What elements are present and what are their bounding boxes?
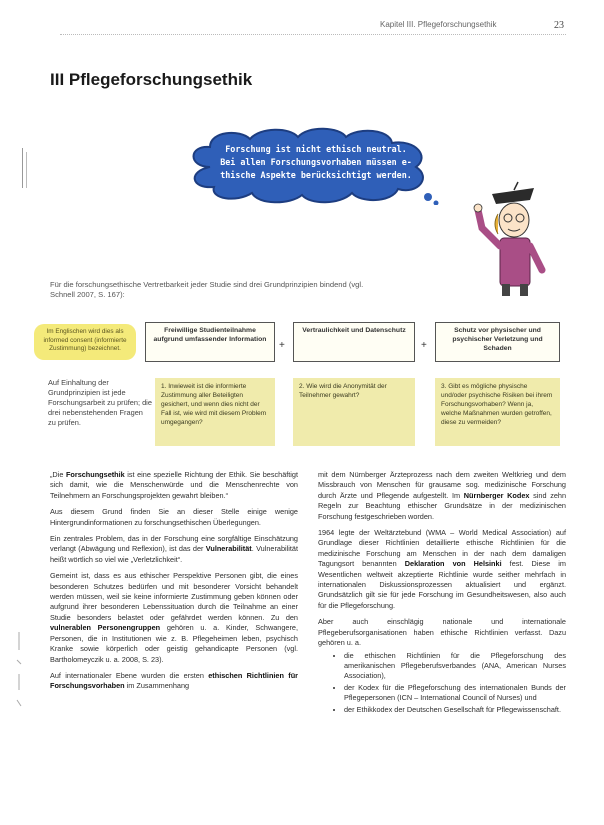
cloud-line: thische Aspekte berücksichtigt werden. bbox=[220, 170, 412, 180]
guidelines-list bbox=[318, 651, 566, 715]
running-head: Kapitel III. Pflegeforschungsethik bbox=[380, 20, 497, 29]
list-item: • der Kodex für die Pflegeforschung des internationalen Bunds der Pflegepersonen (ICN – International Council of Nurses) und bbox=[344, 683, 566, 704]
right-column bbox=[318, 470, 566, 716]
margin-callout: Im Englischen wird dies als informed consent (informierte Zustimmung) bezeichnet. bbox=[34, 324, 136, 360]
intro-text: Für die forschungsethische Vertretbarkeit jeder Studie sind drei Grundprinzipien bindend (vgl. Schnell 2007, S. 167): bbox=[50, 280, 364, 299]
paragraph: Auf internationaler Ebene wurden die ersten ethischen Richtlinien für Forschungsvorhaben im Zusammenhang bbox=[50, 670, 298, 691]
paragraph: 1964 legte der Weltärztebund (WMA – World Medical Association) auf Grundlage dieser Richtlinien detaillierte ethische Richtlinien für die medizinische Forschung am Menschen in der nach dem damaligen Tagungsort benannten Deklaration von Helsinki fest. Diese im Wesentlichen weltweit akzeptierte Richtlinie wurde seither mehrfach in internationalen Diskussionsprozessen aktualisiert und ergänzt. Grundsätzlich gilt sie für jede Forschung im Gesundheitswesen, also auch für die Pflegeforschung. bbox=[318, 528, 566, 610]
principle-box: Freiwillige Studienteilnahme aufgrund umfassender Information bbox=[145, 322, 275, 362]
cloud-line: Forschung ist nicht ethisch neutral. bbox=[225, 144, 407, 154]
cloud-line: Bei allen Forschungsvorhaben müssen e- bbox=[220, 157, 412, 167]
margin-bar bbox=[26, 152, 27, 188]
question-box: 3. Gibt es mögliche physische und/oder psychische Risiken bei ihrem Forschungsvorhaben? Wenn ja, welche Maßnahmen wurden getroffen, diese zu vermeiden? bbox=[435, 378, 560, 446]
plus-sign: + bbox=[421, 340, 427, 351]
margin-bar bbox=[22, 148, 23, 188]
margin-mark bbox=[14, 630, 24, 710]
paragraph: Gemeint ist, dass es aus ethischer Perspektive Personen gibt, die eines besonderen Schutzes bedürfen und mit besonderer Vorsicht behandelt werden müssen, weil sie keine informierte Zustimmung geben können oder aufgrund ihrer besonderen Lebenssituation durch die Teilnahme an einer Studie besonders belastet oder gefährdet werden können. Zu den vulnerablen Personengruppen gehören u. a. Kinder, Schwangere, Personen, die in Institutionen wie z. B. Pflegeheimen leben, psychisch Kranke sowie körperlich oder geistig gehandicapte Personen (vgl. Bartholomeyczik u. a. 2008, S. 23). bbox=[50, 571, 298, 664]
paragraph: mit dem Nürnberger Ärzteprozess nach dem zweiten Weltkrieg und dem Missbrauch von Menschen für grausame sog. medizinische Forschung durch Ärzte und Pflegende aufgestellt. Im Nürnberger Kodex sind zehn Regeln zur Beachtung ethischer Grundsätze in der medizinischen Forschung festgeschrieben worden. bbox=[318, 470, 567, 521]
paragraph: „Die Forschungsethik ist eine spezielle Richtung der Ethik. Sie beschäftigt sich damit, wie die Menschenwürde und die Menschenrechte von Teilnehmern an Forschungsprojekten gewahrt bleiben.“ bbox=[50, 470, 299, 500]
question-box: 2. Wie wird die Anonymität der Teilnehmer gewahrt? bbox=[293, 378, 415, 446]
principle-box: Vertraulichkeit und Datenschutz bbox=[293, 322, 415, 362]
header-rule bbox=[60, 34, 566, 35]
question-box: 1. Inwieweit ist die informierte Zustimmung aller Beteiligten gesichert, und wenn dies nicht der Fall ist, wie wird mit diesem Problem umgegangen? bbox=[155, 378, 275, 446]
paragraph: Ein zentrales Problem, das in der Forschung eine sorgfältige Einschätzung verlangt (Abwägung und Reflexion), ist das der Vulnerabilität. Vulnerabilität heißt wörtlich so viel wie „Verletzlichkeit“. bbox=[50, 534, 298, 564]
cloud-text bbox=[216, 143, 416, 182]
paragraph: Aber auch einschlägig nationale und internationale Pflegeberufsorganisationen haben ethische Richtlinien verfasst. Dazu gehören u. a. bbox=[318, 617, 566, 648]
principle-box: Schutz vor physischer und psychischer Verletzung und Schaden bbox=[435, 322, 560, 362]
paragraph: Aus diesem Grund finden Sie an dieser Stelle einige wenige Hintergrundinformationen zu forschungsethischen Überlegungen. bbox=[50, 507, 298, 527]
side-text: Auf Einhaltung der Grundprinzipien ist jede Forschungsarbeit zu prüfen; die drei nebenstehenden Fragen zu prüfen. bbox=[48, 378, 152, 427]
list-item: • die ethischen Richtlinien für die Pflegeforschung des amerikanischen Pflegeberufsverbandes (ANA, American Nurses Association), bbox=[344, 651, 566, 682]
page-number: 23 bbox=[554, 20, 564, 31]
chapter-title: III Pflegeforschungsethik bbox=[50, 70, 253, 89]
list-item: • der Ethikkodex der Deutschen Gesellschaft für Pflegewissenschaft. bbox=[344, 705, 566, 715]
plus-sign: + bbox=[279, 340, 285, 351]
professor-illustration bbox=[472, 180, 564, 298]
left-column bbox=[50, 470, 298, 698]
